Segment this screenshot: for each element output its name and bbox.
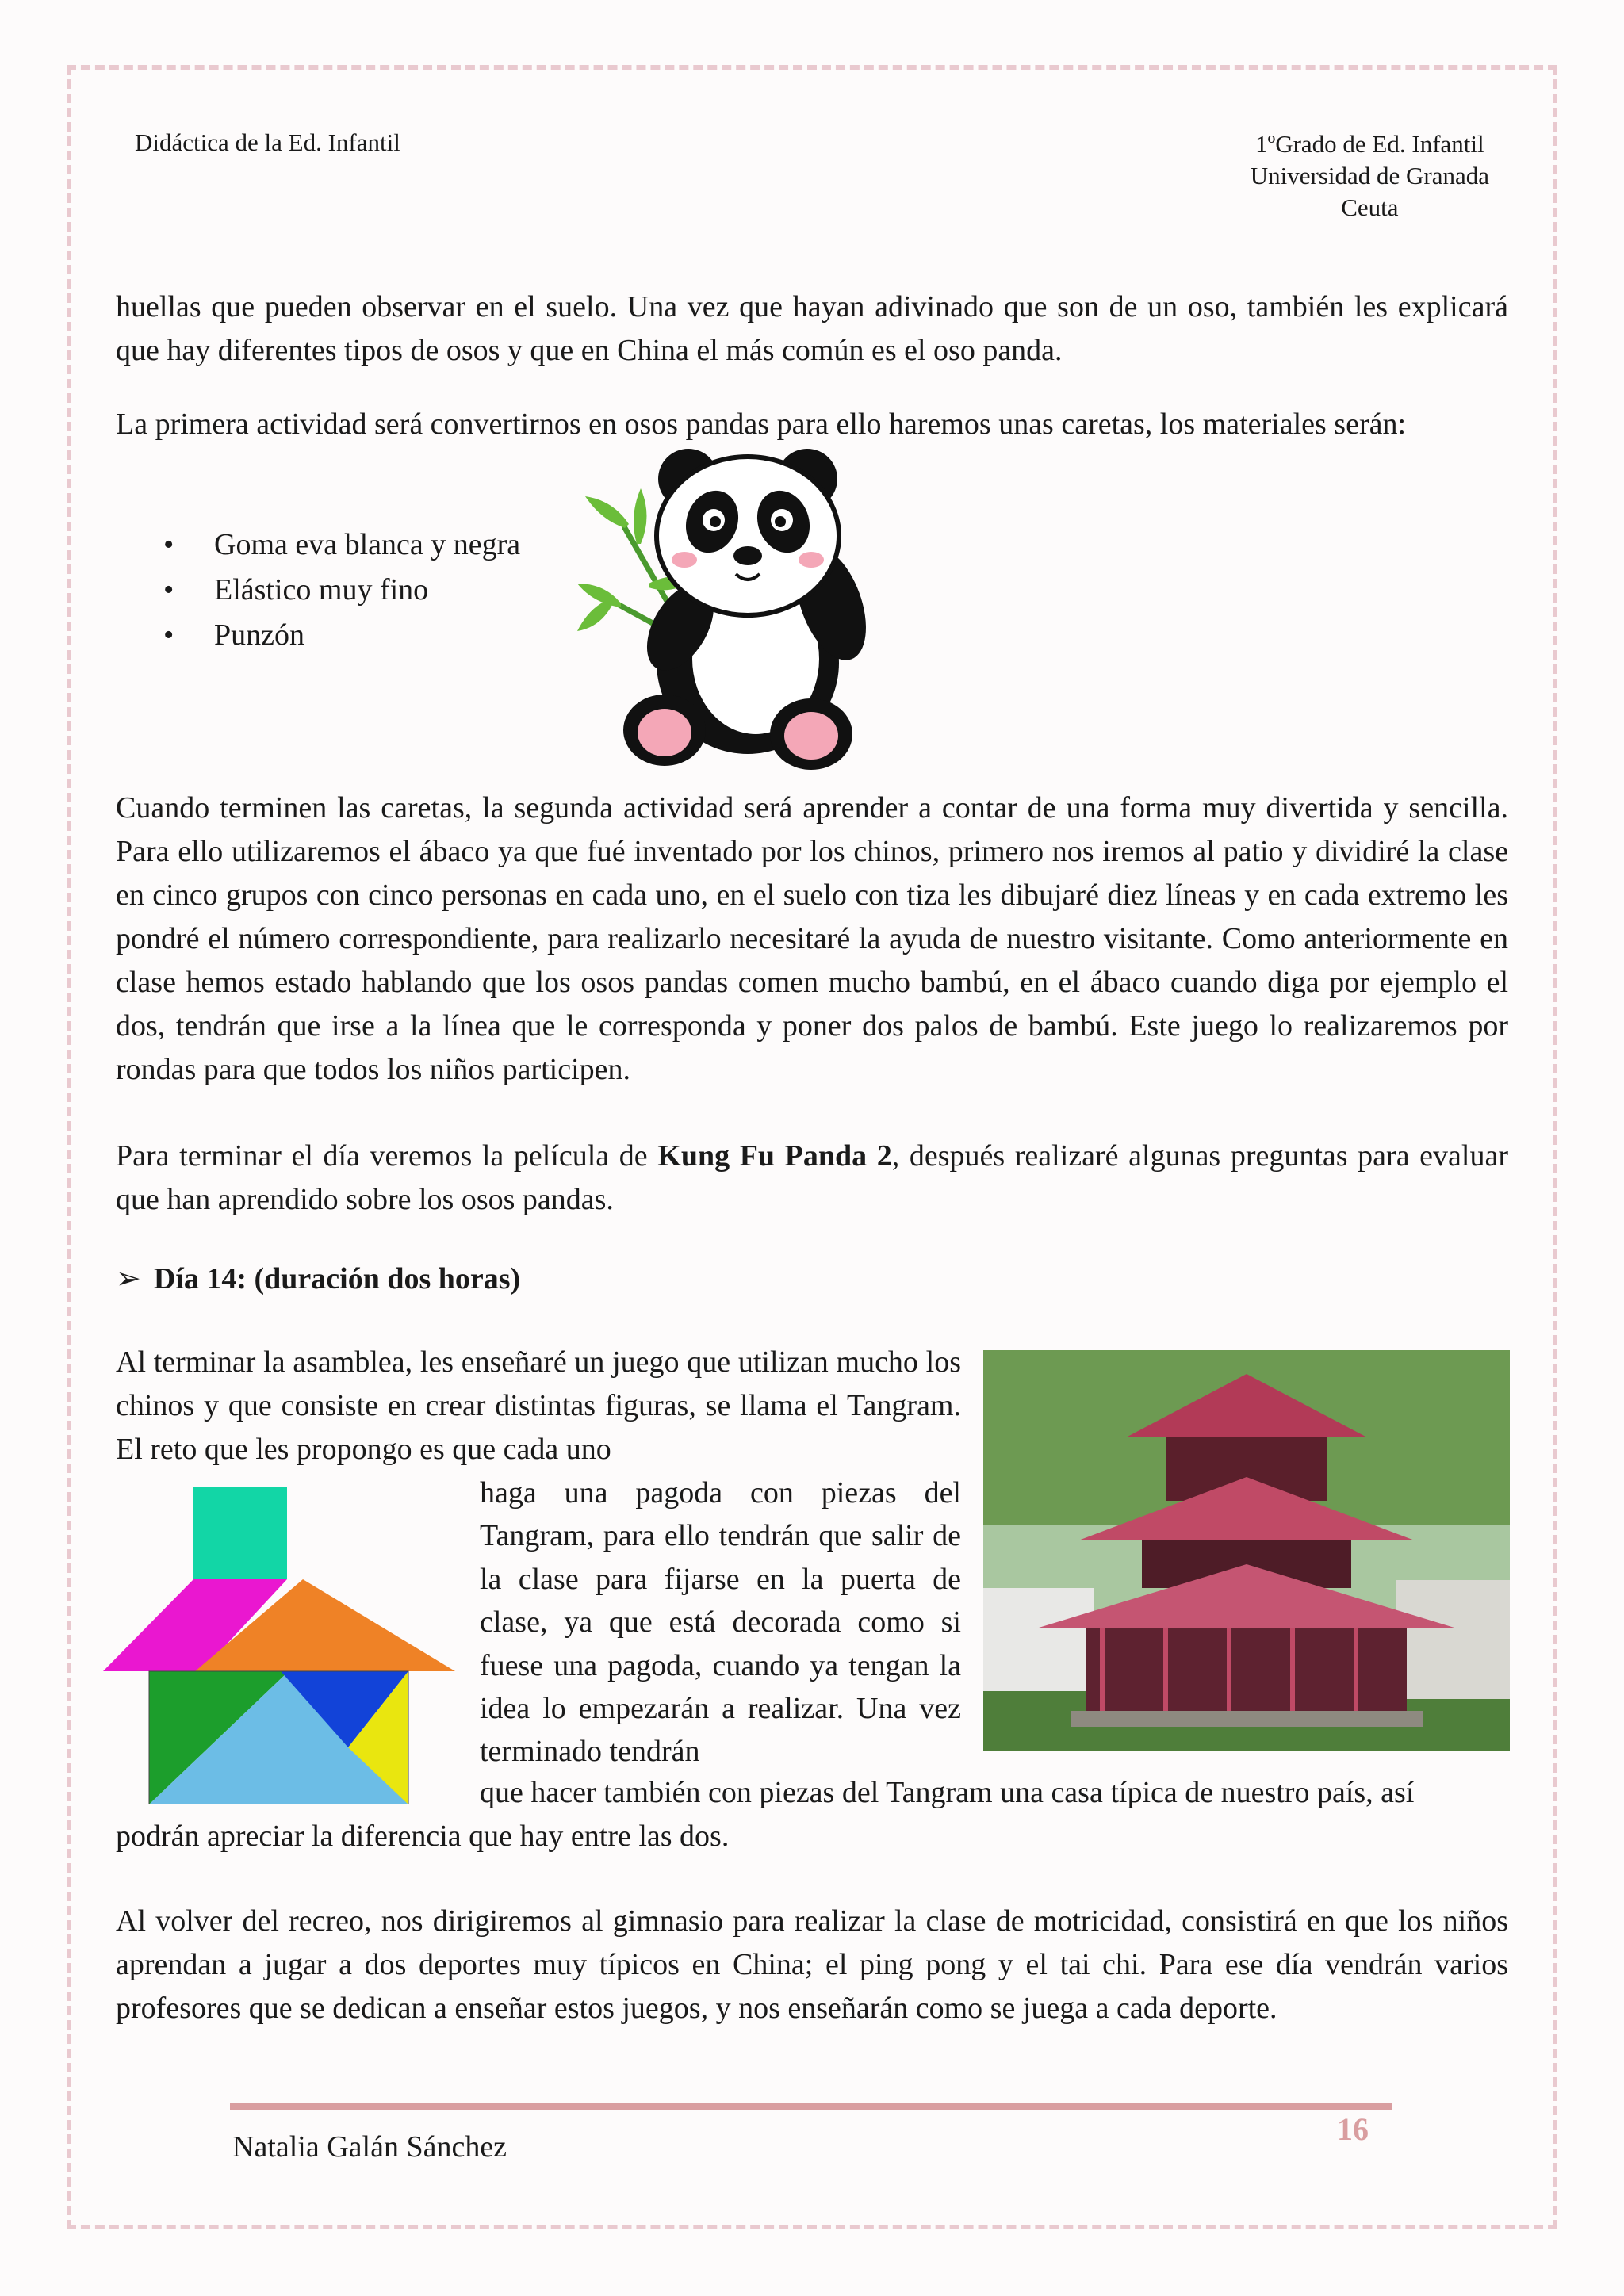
header-institution	[1251, 128, 1489, 224]
day-heading-text: Día 14: (duración dos horas)	[153, 1262, 521, 1295]
movie-title: Kung Fu Panda 2	[657, 1139, 892, 1173]
paragraph-movie	[116, 1135, 1508, 1222]
arrow-bullet-icon: ➢	[116, 1262, 141, 1295]
header-grade: 1ºGrado de Ed. Infantil	[1255, 130, 1484, 158]
header-city: Ceuta	[1341, 193, 1399, 221]
footer-divider	[230, 2103, 1392, 2110]
movie-text-before: Para terminar el día veremos la película de	[116, 1139, 658, 1173]
tangram-house-illustration	[102, 1487, 458, 1804]
movie-text-after: , después realizaré algunas preguntas para evaluar que han aprendido sobre los osos pandas.	[116, 1139, 1508, 1216]
list-item: • Punzón	[163, 613, 520, 658]
pagoda-photo	[983, 1350, 1510, 1751]
materials-list	[163, 522, 520, 658]
paragraph-footprints: huellas que pueden observar en el suelo. Una vez que hayan adivinado que son de un oso, también les explicará que hay diferentes tipos de osos y que en China el más común es el oso panda.	[116, 290, 1508, 367]
list-item: • Elástico muy fino	[163, 568, 520, 613]
panda-illustration	[577, 449, 910, 774]
paragraph-tangram-house: que hacer también con piezas del Tangram una casa típica de nuestro país, así	[480, 1776, 1415, 1809]
footer-author: Natalia Galán Sánchez	[232, 2130, 508, 2164]
paragraph-tangram-pagoda: haga una pagoda con piezas del Tangram, para ello tendrán que salir de la clase para fijarse en la puerta de clase, ya que está decorada como si fuese una pagoda, cuando ya tengan la idea lo empezarán a realizar. Una vez terminado tendrán	[480, 1476, 961, 1769]
paragraph-masks: La primera actividad será convertirnos en osos pandas para ello haremos unas caretas, los materiales serán:	[116, 408, 1407, 441]
header-university: Universidad de Granada	[1250, 162, 1489, 189]
paragraph-tangram-intro: Al terminar la asamblea, les enseñaré un juego que utilizan mucho los chinos y que consiste en crear distintas figuras, se llama el Tangram. El reto que les propongo es que cada uno	[116, 1345, 961, 1466]
day-heading	[116, 1261, 520, 1296]
page-number: 16	[1337, 2111, 1369, 2147]
list-item: • Goma eva blanca y negra	[163, 522, 520, 568]
header-course: Didáctica de la Ed. Infantil	[135, 128, 400, 156]
paragraph-abacus: Cuando terminen las caretas, la segunda actividad será aprender a contar de una forma muy divertida y sencilla. Para ello utilizaremos el ábaco ya que fué inventado por los chinos, primero nos iremos al patio y dividiré la clase en cinco grupos con cinco personas en cada uno, en el suelo con tiza les dibujaré diez líneas y en cada extremo les pondré el número correspondiente, para realizarlo necesitaré la ayuda de nuestro visitante. Como anteriormente en clase hemos estado hablando que los osos pandas comen mucho bambú, en el ábaco cuando diga por ejemplo el dos, tendrán que irse a la línea que le corresponda y poner dos palos de bambú. Este juego lo realizaremos por rondas para que todos los niños participen.	[116, 791, 1508, 1086]
paragraph-motor-class: Al volver del recreo, nos dirigiremos al gimnasio para realizar la clase de motricidad, consistirá en que los niños aprendan a jugar a dos deportes muy típicos en China; el ping pong y el tai chi. Para ese día vendrán varios profesores que se dedican a enseñar estos juegos, y nos enseñarán como se juega a cada deporte.	[116, 1904, 1508, 2025]
paragraph-tangram-end: podrán apreciar la diferencia que hay entre las dos.	[116, 1820, 730, 1853]
